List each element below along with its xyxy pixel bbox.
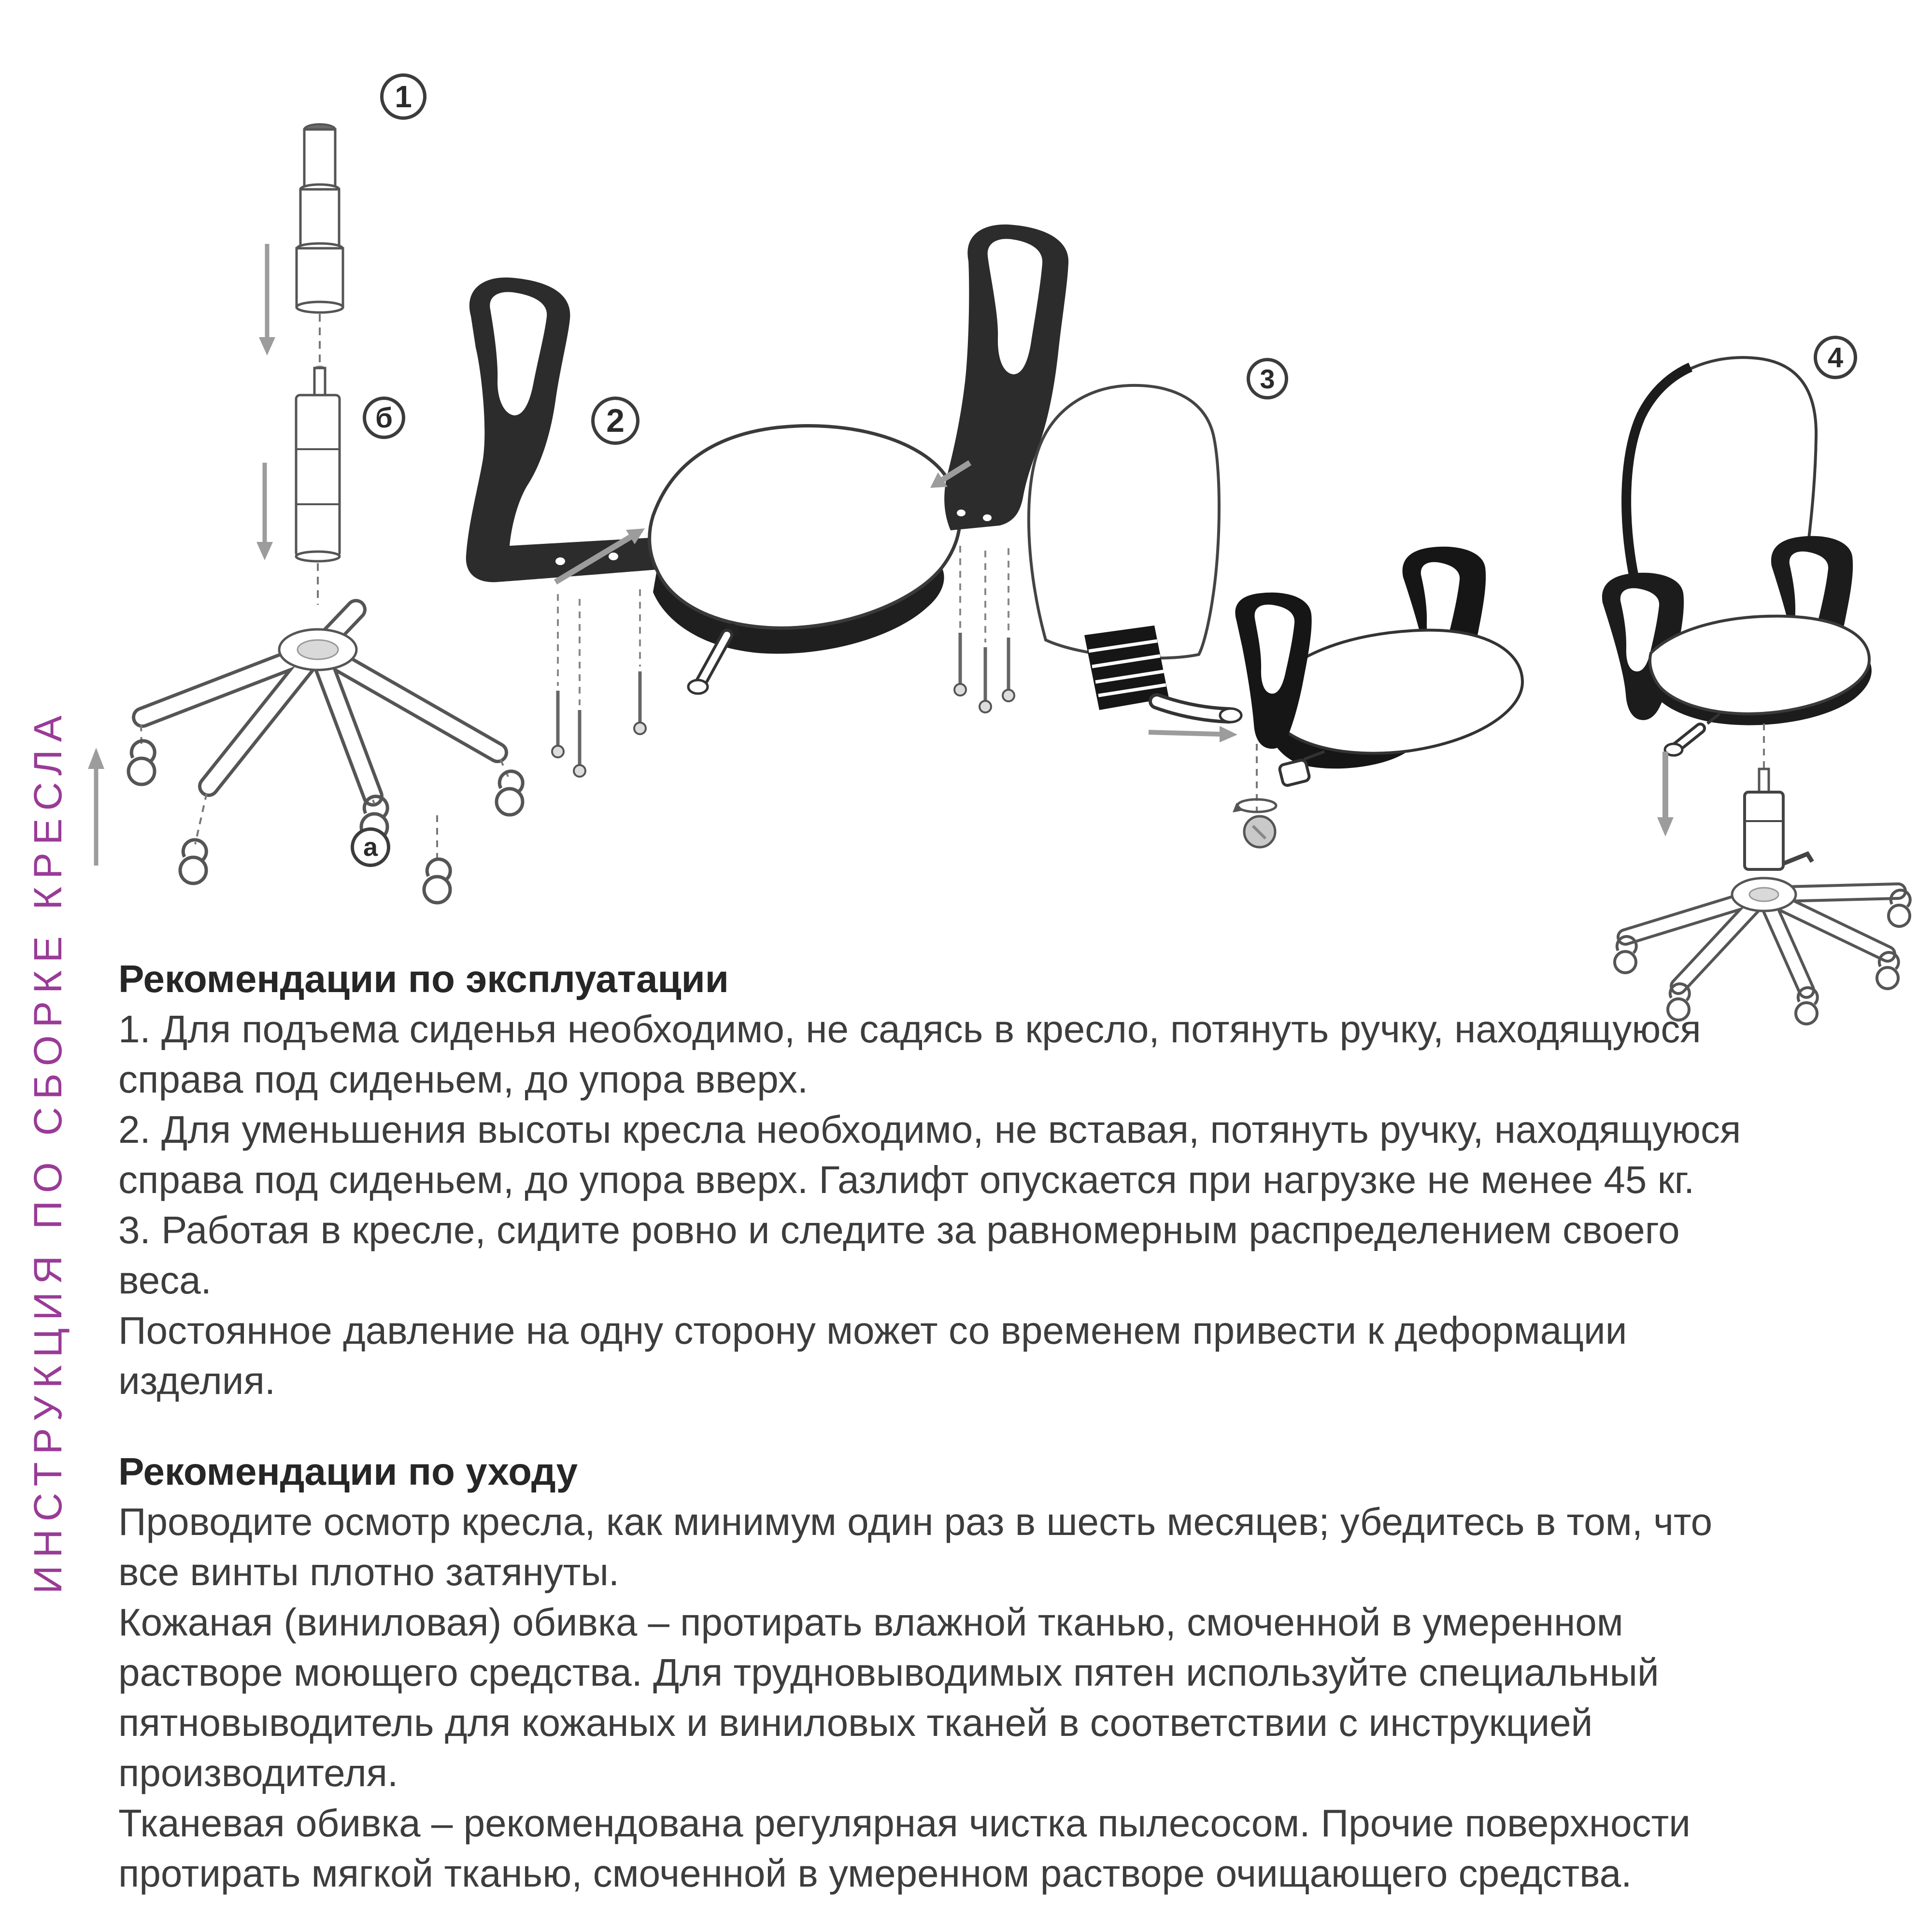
- attach-arrow-icon: [1149, 726, 1237, 742]
- usage-section: [118, 954, 1915, 1406]
- usage-line: изделия.: [118, 1359, 276, 1402]
- down-arrow-icon: [256, 463, 273, 560]
- care-line: растворе моющего средства. Для трудновыводимых пятен используйте специальный: [118, 1651, 1659, 1694]
- care-line: Кожаная (виниловая) обивка – протирать влажной тканью, смоченной в умеренном: [118, 1601, 1623, 1644]
- height-lever: [1665, 714, 1719, 755]
- step4-diagram: [1584, 333, 1922, 1038]
- usage-line: 3. Работая в кресле, сидите ровно и следите за равномерным распределением своего: [118, 1208, 1680, 1251]
- seat-with-armrests: [1235, 547, 1522, 768]
- care-line: пятновыводитель для кожаных и виниловых тканей в соответствии с инструкцией: [118, 1701, 1593, 1744]
- care-line: производителя.: [118, 1751, 398, 1794]
- sidebar-vertical-title: ИНСТРУКЦИЯ ПО СБОРКЕ КРЕСЛА: [26, 708, 70, 1594]
- care-heading: Рекомендации по уходу: [118, 1450, 578, 1493]
- step2-number-badge: 2: [591, 397, 639, 445]
- usage-line: справа под сиденьем, до упора вверх. Газлифт опускается при нагрузке не менее 45 кг.: [118, 1158, 1695, 1201]
- care-section: [118, 1447, 1915, 1899]
- gas-lift-cylinder: [1745, 724, 1812, 869]
- usage-line: веса.: [118, 1259, 212, 1302]
- usage-heading: Рекомендации по эксплуатации: [118, 957, 729, 1000]
- part-a-badge: а: [351, 827, 390, 867]
- care-line: все винты плотно затянуты.: [118, 1550, 620, 1593]
- gas-lift-cylinder: [296, 366, 340, 561]
- step3-number-badge: 3: [1247, 358, 1288, 399]
- step3-diagram: [1009, 372, 1565, 869]
- seat-cushion: [650, 426, 960, 654]
- backrest: [1029, 385, 1219, 658]
- step1-number-badge: 1: [380, 73, 426, 120]
- up-arrow-icon: [88, 748, 104, 866]
- armrest-screws: [552, 589, 646, 777]
- usage-line: 1. Для подъема сиденья необходимо, не садясь в кресло, потянуть ручку, находящуюся: [118, 1008, 1701, 1051]
- seat-cushion: [1650, 616, 1872, 725]
- care-line: протирать мягкой тканью, смоченной в умеренном растворе очищающего средства.: [118, 1852, 1632, 1895]
- recommendations-text: [118, 954, 1915, 1899]
- care-line: Тканевая обивка – рекомендована регулярная чистка пылесосом. Прочие поверхности: [118, 1802, 1690, 1845]
- armrest-screws: [954, 546, 1014, 712]
- usage-line: Постоянное давление на одну сторону может со временем привести к деформации: [118, 1309, 1627, 1352]
- down-arrow-icon: [1657, 752, 1674, 837]
- care-line: Проводите осмотр кресла, как минимум один раз в шесть месяцев; убедитесь в том, что: [118, 1500, 1713, 1543]
- part-b-badge: б: [363, 397, 405, 439]
- usage-line: справа под сиденьем, до упора вверх.: [118, 1058, 809, 1101]
- usage-line: 2. Для уменьшения высоты кресла необходимо, не вставая, потянуть ручку, находящуюся: [118, 1108, 1741, 1151]
- step4-number-badge: 4: [1814, 336, 1857, 379]
- knob-screw: [1233, 744, 1276, 847]
- seat-post-column: [297, 124, 343, 313]
- down-arrow-icon: [259, 244, 275, 355]
